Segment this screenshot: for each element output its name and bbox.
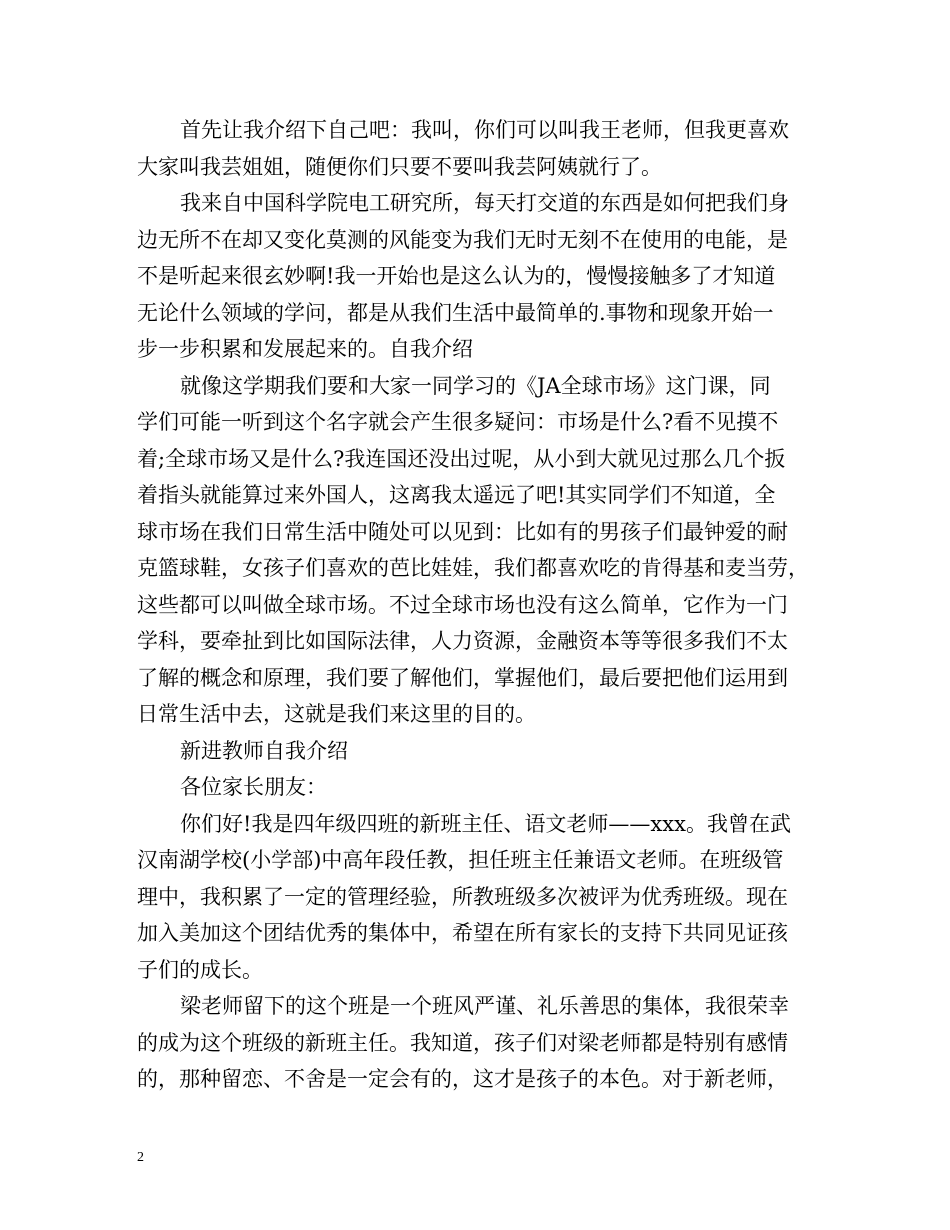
text-line: 步一步积累和发展起来的。自我介绍 [137,337,473,361]
text-line: 日常生活中去，这就是我们来这里的目的。 [137,702,536,726]
text-line: 着指头就能算过来外国人，这离我太遥远了吧!其实同学们不知道，全 [137,483,776,507]
text-line: 各位家长朋友： [180,775,327,799]
text-line: 无论什么领域的学问，都是从我们生活中最简单的.事物和现象开始一 [137,300,774,325]
heading-line: 新进教师自我介绍 [180,738,348,763]
paragraph-intro [137,112,817,185]
text-line: 边无所不在却又变化莫测的风能变为我们无时无刻不在使用的电能，是 [137,227,788,252]
text-line: 球市场在我们日常生活中随处可以见到：比如有的男孩子们最钟爱的耐 [137,519,788,544]
text-line: 加入美加这个团结优秀的集体中，希望在所有家长的支持下共同见证孩 [137,921,788,945]
text-line: 理中，我积累了一定的管理经验，所教班级多次被评为优秀班级。现在 [137,884,788,909]
text-line: 不是听起来很玄妙啊!我一开始也是这么认为的，慢慢接触多了才知道 [137,264,776,288]
text-line: 梁老师留下的这个班是一个班风严谨、礼乐善思的集体，我很荣幸 [180,994,789,1018]
text-line: 首先让我介绍下自己吧：我叫，你们可以叫我王老师，但我更喜欢 [180,118,789,142]
page-number: 2 [137,1150,144,1165]
text-line: 的，那种留恋、不舍是一定会有的，这才是孩子的本色。对于新老师， [137,1067,788,1091]
text-line: 学们可能一听到这个名字就会产生很多疑问：市场是什么?看不见摸不 [137,410,779,434]
document-body [137,112,817,1098]
section-heading [137,733,817,770]
paragraph-greeting [137,769,817,806]
text-line: 你们好!我是四年级四班的新班主任、语文老师——xxx。我曾在武 [180,811,791,836]
text-line: 着;全球市场又是什么?我连国还没出过呢，从小到大就见过那么几个扳 [137,446,786,471]
paragraph-background [137,185,817,368]
text-line: 汉南湖学校(小学部)中高年段任教，担任班主任兼语文老师。在班级管 [137,848,784,872]
paragraph-class [137,988,817,1098]
text-line: 这些都可以叫做全球市场。不过全球市场也没有这么简单，它作为一门 [137,592,788,617]
paragraph-course [137,368,817,733]
text-line: 克篮球鞋，女孩子们喜欢的芭比娃娃，我们都喜欢吃的肯得基和麦当劳， [137,556,809,580]
text-line: 我来自中国科学院电工研究所，每天打交道的东西是如何把我们身 [180,191,789,215]
text-line: 学科，要牵扯到比如国际法律，人力资源，金融资本等等很多我们不太 [137,629,788,653]
text-line: 了解的概念和原理，我们要了解他们，掌握他们，最后要把他们运用到 [137,665,788,690]
paragraph-hello [137,806,817,989]
text-line: 大家叫我芸姐姐，随便你们只要不要叫我芸阿姨就行了。 [137,154,662,179]
text-line: 子们的成长。 [137,957,263,982]
text-line: 就像这学期我们要和大家一同学习的《JA全球市场》这门课，同 [180,373,771,398]
text-line: 的成为这个班级的新班主任。我知道，孩子们对梁老师都是特别有感情 [137,1030,788,1055]
